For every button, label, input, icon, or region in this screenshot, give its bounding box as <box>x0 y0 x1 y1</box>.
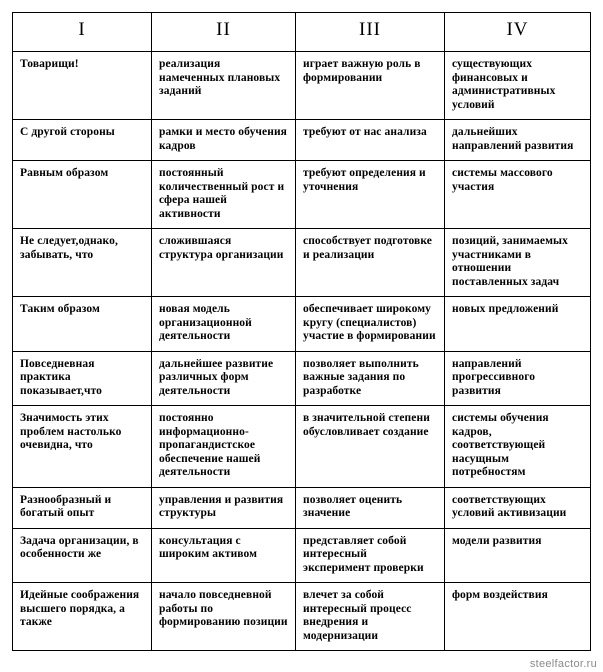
cell-text: управления и развития структуры <box>159 493 284 519</box>
phrase-table-container <box>12 12 590 651</box>
cell-text: начало повседневной работы по формированию позиции <box>159 589 288 628</box>
table-cell <box>445 528 591 583</box>
table-row <box>13 406 591 488</box>
cell-text: постоянно информационно-пропагандистское обеспечение нашей деятельности <box>159 412 261 478</box>
table-cell <box>152 161 296 229</box>
table-cell <box>152 487 296 528</box>
cell-text: Значимость этих проблем настолько очевидна, что <box>20 412 122 451</box>
table-cell <box>445 406 591 488</box>
table-cell <box>296 406 445 488</box>
table-body <box>13 52 591 651</box>
cell-text: представляет собой интересный эксперимент проверки <box>303 534 424 574</box>
cell-text: позволяет выполнить важные задания по разработке <box>303 357 419 397</box>
cell-text: сложившаяся структура организации <box>159 235 284 261</box>
table-row <box>13 351 591 406</box>
table-cell <box>152 583 296 651</box>
cell-text: Равным образом <box>20 167 109 179</box>
table-cell <box>296 487 445 528</box>
cell-text: в значительной степени обусловливает создание <box>303 412 430 438</box>
cell-text: Не следует,однако, забывать, что <box>20 235 118 261</box>
table-cell <box>13 297 152 352</box>
cell-text: рамки и место обучения кадров <box>159 126 287 152</box>
cell-text: существующих финансовых и административных условий <box>452 58 556 111</box>
cell-text: позволяет оценить значение <box>303 493 403 519</box>
cell-text: соответствующих условий активизации <box>452 493 567 519</box>
cell-text: обеспечивает широкому кругу (специалистов) участие в формировании <box>303 303 436 342</box>
table-row <box>13 297 591 352</box>
cell-text: Повседневная практика показывает,что <box>20 357 103 397</box>
cell-text: системы обучения кадров, соответствующей насущным потребностям <box>452 412 549 478</box>
table-header-row <box>13 13 591 52</box>
cell-text: влечет за собой интересный процесс внедрения и модернизации <box>303 589 412 642</box>
cell-text: Таким образом <box>20 303 100 315</box>
table-cell <box>445 229 591 297</box>
table-cell <box>296 351 445 406</box>
table-cell <box>445 487 591 528</box>
table-cell <box>296 583 445 651</box>
table-row <box>13 52 591 120</box>
table-cell <box>13 351 152 406</box>
cell-text: Задача организации, в особенности же <box>20 534 139 560</box>
table-row <box>13 528 591 583</box>
table-cell <box>13 52 152 120</box>
table-cell <box>13 161 152 229</box>
cell-text: дальнейшее развитие различных форм деятельности <box>159 357 274 397</box>
table-cell <box>152 528 296 583</box>
table-cell <box>152 351 296 406</box>
table-row <box>13 161 591 229</box>
table-cell <box>296 229 445 297</box>
column-header-3: III <box>296 13 445 52</box>
column-header-2: II <box>152 13 296 52</box>
cell-text: играет важную роль в формировании <box>303 58 421 84</box>
table-cell <box>13 120 152 161</box>
table-row <box>13 229 591 297</box>
table-cell <box>445 161 591 229</box>
cell-text: системы массового участия <box>452 167 553 193</box>
cell-text: требуют от нас анализа <box>303 126 427 138</box>
cell-text: С другой стороны <box>20 126 115 138</box>
table-cell <box>152 297 296 352</box>
column-header-1: I <box>13 13 152 52</box>
cell-text: форм воздействия <box>452 589 548 601</box>
cell-text: Товарищи! <box>20 58 79 70</box>
cell-text: постоянный количественный рост и сфера нашей активности <box>159 167 285 220</box>
phrase-table <box>12 12 591 651</box>
table-cell <box>445 52 591 120</box>
table-cell <box>152 52 296 120</box>
table-cell <box>296 297 445 352</box>
table-cell <box>445 297 591 352</box>
table-cell <box>13 487 152 528</box>
cell-text: Идейные соображения высшего порядка, а также <box>20 589 140 628</box>
table-cell <box>152 120 296 161</box>
table-row <box>13 583 591 651</box>
table-cell <box>296 52 445 120</box>
table-cell <box>152 406 296 488</box>
table-cell <box>445 583 591 651</box>
cell-text: направлений прогрессивного развития <box>452 357 536 397</box>
cell-text: требуют определения и уточнения <box>303 167 426 193</box>
column-header-4: IV <box>445 13 591 52</box>
table-row <box>13 120 591 161</box>
table-cell <box>13 406 152 488</box>
table-cell <box>152 229 296 297</box>
cell-text: позиций, занимаемых участниками в отношении поставленных задач <box>452 235 568 288</box>
table-cell <box>13 229 152 297</box>
table-cell <box>296 120 445 161</box>
table-header <box>13 13 591 52</box>
table-cell <box>296 161 445 229</box>
table-row <box>13 487 591 528</box>
table-cell <box>445 351 591 406</box>
watermark-text: steelfactor.ru <box>529 658 597 670</box>
cell-text: консультация с широким активом <box>159 534 258 560</box>
cell-text: Разнообразный и богатый опыт <box>20 493 112 519</box>
cell-text: дальнейших направлений развития <box>452 126 574 152</box>
table-cell <box>445 120 591 161</box>
table-cell <box>13 583 152 651</box>
cell-text: реализация намеченных плановых заданий <box>159 58 281 97</box>
table-cell <box>13 528 152 583</box>
cell-text: модели развития <box>452 534 542 547</box>
cell-text: способствует подготовке и реализации <box>303 235 432 261</box>
cell-text: новых предложений <box>452 303 559 315</box>
table-cell <box>296 528 445 583</box>
cell-text: новая модель организационной деятельности <box>159 303 252 342</box>
